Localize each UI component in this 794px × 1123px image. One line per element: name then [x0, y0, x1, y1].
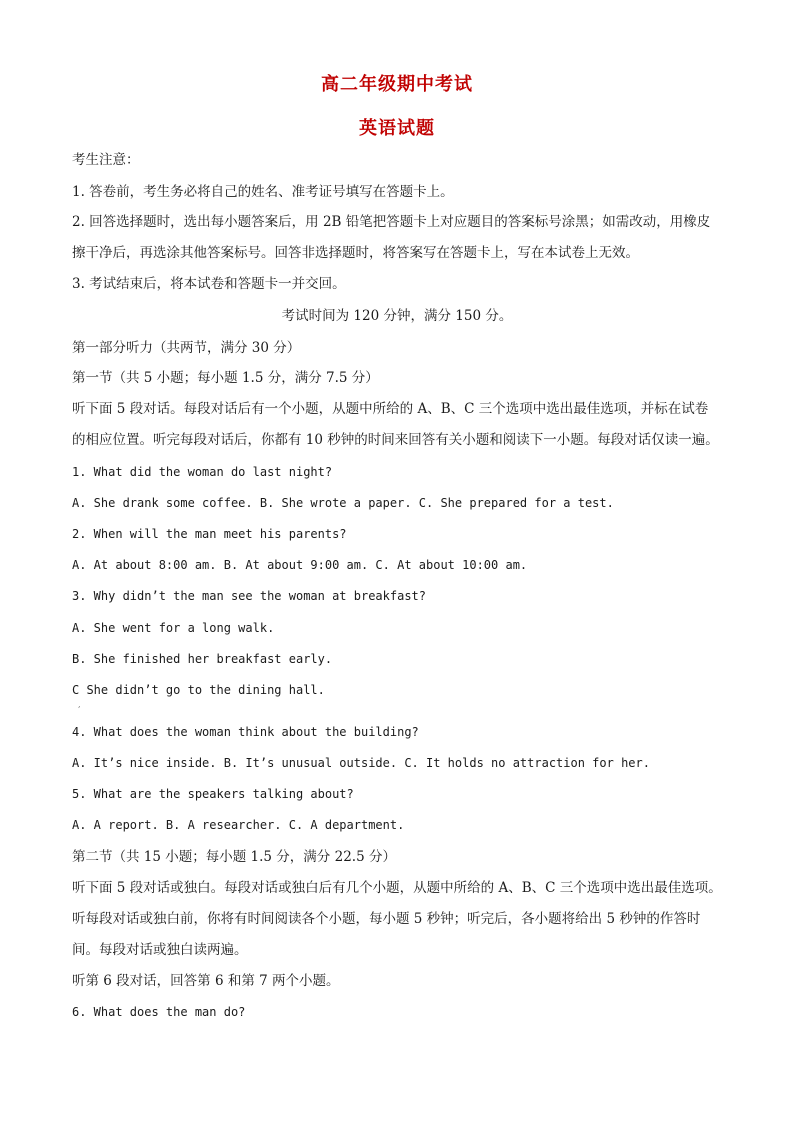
question-6: 6. What does the man do?: [72, 1005, 246, 1019]
exam-time: 考试时间为 120 分钟，满分 150 分。: [281, 308, 513, 324]
section2-sub-instruction: 听第 6 段对话，回答第 6 和第 7 两个小题。: [72, 973, 340, 989]
question-3-option-b: B. She finished her breakfast early.: [72, 652, 333, 666]
section1-instruction-line-2: 的相应位置。听完每段对话后，你都有 10 秒钟的时间来回答有关小题和阅读下一小题。每段对话仅读一遍。: [72, 432, 719, 448]
question-3: 3. Why didn’t the man see the woman at breakfast?: [72, 589, 427, 603]
question-1-options: A. She drank some coffee. B. She wrote a paper. C. She prepared for a test.: [72, 496, 614, 510]
section2-instruction-line-1: 听下面 5 段对话或独白。每段对话或独白后有几个小题，从题中所给的 A、B、C 三个选项中选出最佳选项。: [72, 880, 722, 896]
notice-item-3: 3. 考试结束后，将本试卷和答题卡一并交回。: [72, 276, 346, 292]
question-2-options: A. At about 8:00 am. B. At about 9:00 am. C. At about 10:00 am.: [72, 558, 528, 572]
notice-item-1: 1. 答卷前，考生务必将自己的姓名、准考证号填写在答题卡上。: [72, 184, 454, 200]
question-5: 5. What are the speakers talking about?: [72, 787, 354, 801]
question-5-options: A. A report. B. A researcher. C. A department.: [72, 818, 405, 832]
part1-heading: 第一部分听力（共两节，满分 30 分）: [72, 340, 301, 356]
section1-heading: 第一节（共 5 小题；每小题 1.5 分，满分 7.5 分）: [72, 370, 379, 386]
question-4: 4. What does the woman think about the building?: [72, 725, 419, 739]
section2-instruction-line-3: 间。每段对话或独白读两遍。: [72, 942, 248, 958]
exam-title: 高二年级期中考试: [321, 74, 473, 95]
section2-instruction-line-2: 听每段对话或独白前，你将有时间阅读各个小题，每小题 5 秒钟；听完后，各小题将给出 5 秒钟的作答时: [72, 911, 701, 927]
notice-item-2-line-1: 2. 回答选择题时，选出每小题答案后，用 2B 铅笔把答题卡上对应题目的答案标号涂黑；如需改动，用橡皮: [72, 214, 711, 230]
notice-heading: 考生注意：: [72, 152, 140, 168]
section1-instruction-line-1: 听下面 5 段对话。每段对话后有一个小题，从题中所给的 A、B、C 三个选项中选出最佳选项，并标在试卷: [72, 401, 709, 417]
question-4-options: A. It’s nice inside. B. It’s unusual outside. C. It holds no attraction for her.: [72, 756, 650, 770]
exam-subtitle: 英语试题: [359, 118, 435, 139]
stray-mark: ,: [78, 700, 81, 709]
section2-heading: 第二节（共 15 小题；每小题 1.5 分，满分 22.5 分）: [72, 849, 396, 865]
question-3-option-a: A. She went for a long walk.: [72, 621, 275, 635]
question-1: 1. What did the woman do last night?: [72, 465, 333, 479]
notice-item-2-line-2: 擦干净后，再选涂其他答案标号。回答非选择题时，将答案写在答题卡上，写在本试卷上无效。: [72, 245, 639, 261]
question-3-option-c: C She didn’t go to the dining hall.: [72, 683, 325, 697]
question-2: 2. When will the man meet his parents?: [72, 527, 347, 541]
